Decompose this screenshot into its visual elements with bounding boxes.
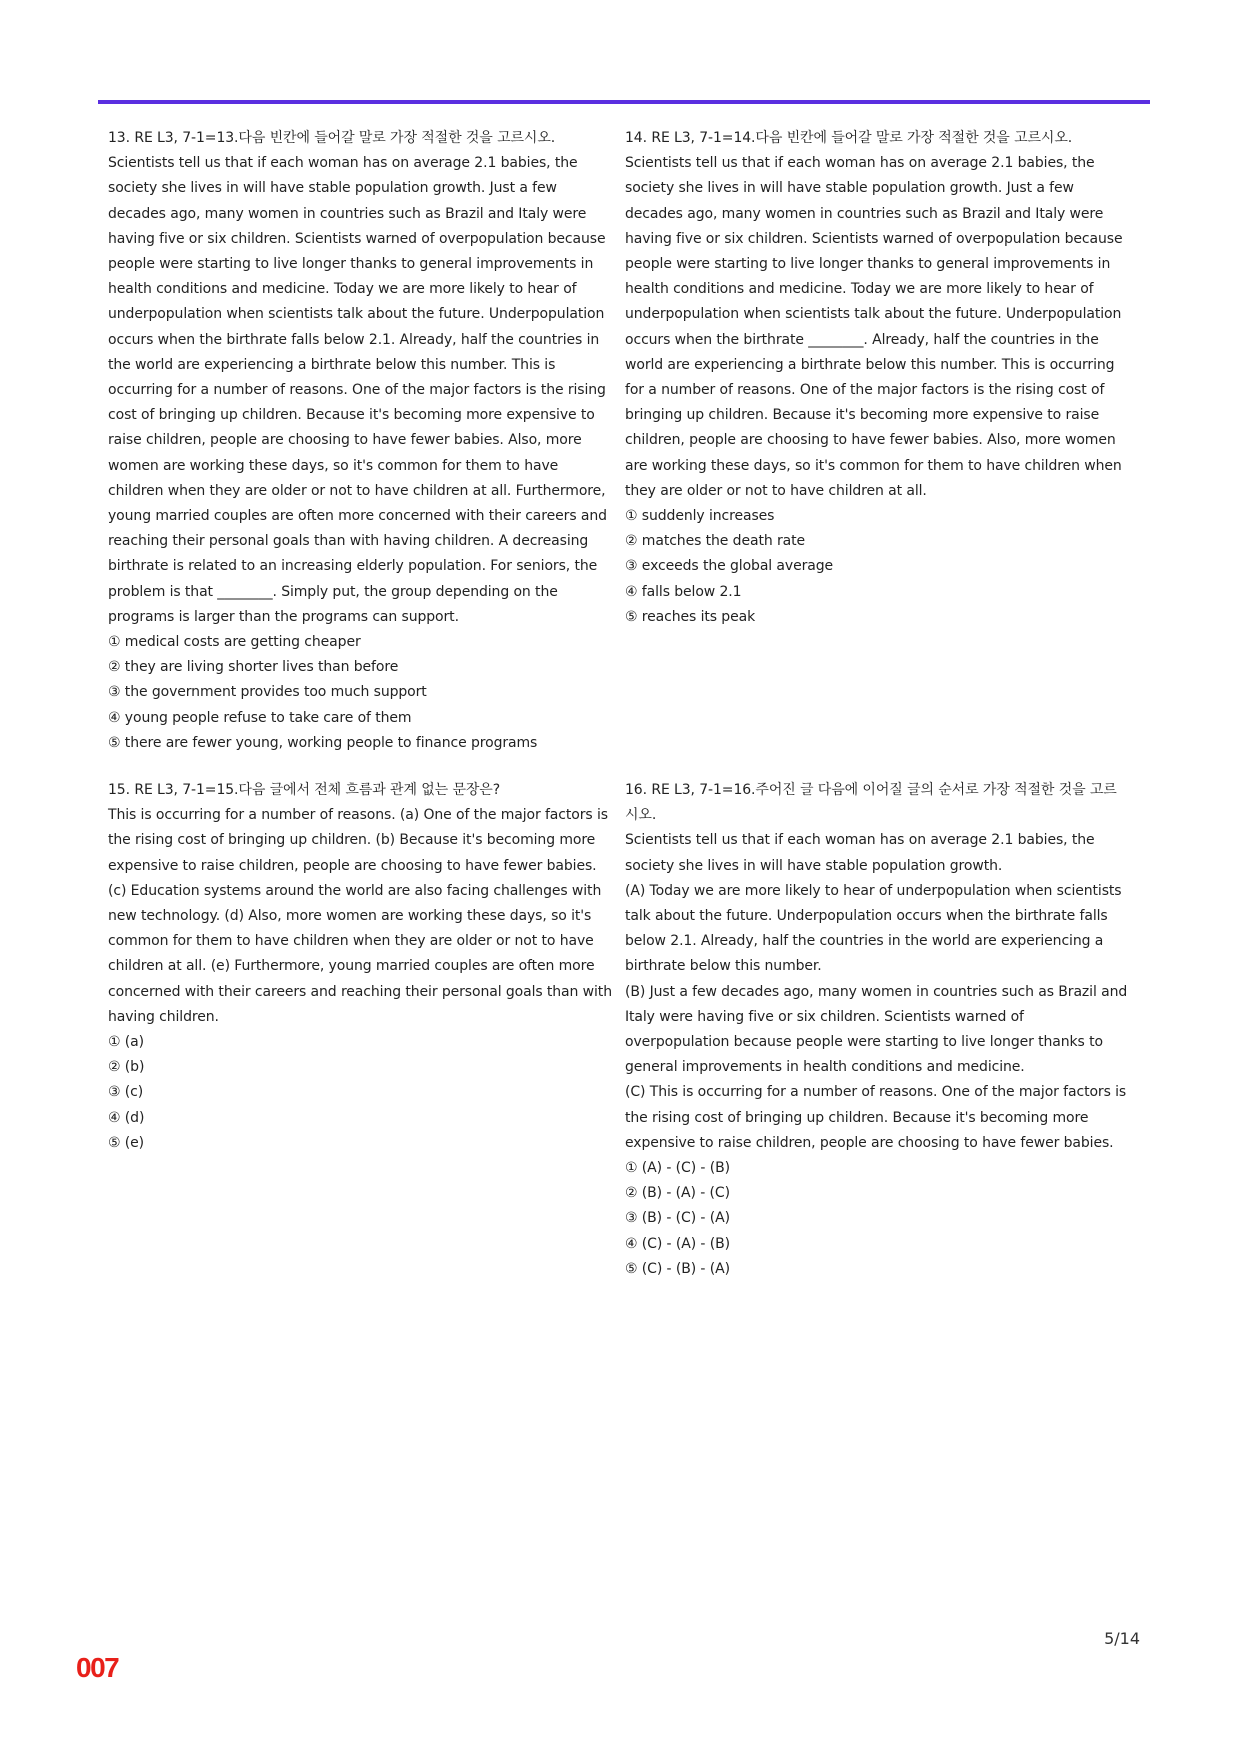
top-divider <box>98 100 1150 104</box>
passage-paragraph-a: (A) Today we are more likely to hear of underpopulation when scientists talk about the future. Underpopulation occurs when the birthrate falls below 2.1. Already, half the countries in the world are experiencing a birthrate below this number. <box>625 882 1122 975</box>
brand-logo: 007 <box>76 1652 119 1683</box>
question-14 <box>625 126 1130 630</box>
question-passage: Scientists tell us that if each woman has on average 2.1 babies, the society she lives in will have stable population growth. Just a few decades ago, many women in countries such as Brazil and Italy were having five or six children. Scientists warned of overpopulation because people were starting to live longer thanks to general improvements in health conditions and medicine. Today we are more likely to hear of underpopulation when scientists talk about the future. Underpopulation occurs when the birthrate falls below 2.1. Already, half the countries in the world are experiencing a birthrate below this number. This is occurring for a number of reasons. One of the major factors is the rising cost of bringing up children. Because it's becoming more expensive to raise children, people are choosing to have fewer babies. Also, more women are working these days, so it's common for them to have children when they are older or not to have children at all. Furthermore, young married couples are often more concerned with their careers and reaching their personal goals than with having children. A decreasing birthrate is related to an increasing elderly population. For seniors, the problem is that ________. Simply put, the group depending on the programs is larger than the programs can support. <box>108 155 607 625</box>
question-header: 15. RE L3, 7-1=15.다음 글에서 전체 흐름과 관계 없는 문장은? <box>108 782 501 798</box>
question-13 <box>108 126 613 756</box>
answer-choice-2[interactable]: ② (B) - (A) - (C) <box>625 1185 730 1202</box>
question-intro: Scientists tell us that if each woman has on average 2.1 babies, the society she lives in will have stable population growth. <box>625 832 1095 874</box>
question-passage: This is occurring for a number of reasons. (a) One of the major factors is the rising cost of bringing up children. (b) Because it's becoming more expensive to raise children, people are choosing to have fewer babies. (c) Education systems around the world are also facing challenges with new technology. (d) Also, more women are working these days, so it's common for them to have children when they are older or not to have children at all. (e) Furthermore, young married couples are often more concerned with their careers and reaching their personal goals than with having children. <box>108 807 612 1025</box>
answer-choices <box>625 504 1130 630</box>
answer-choice-3[interactable]: ③ (c) <box>108 1084 144 1101</box>
answer-choice-5[interactable]: ⑤ (C) - (B) - (A) <box>625 1260 730 1277</box>
answer-choices <box>108 630 613 756</box>
answer-choice-2[interactable]: ② they are living shorter lives than before <box>108 659 399 676</box>
question-passage: Scientists tell us that if each woman has on average 2.1 babies, the society she lives in will have stable population growth. Just a few decades ago, many women in countries such as Brazil and Italy were having five or six children. Scientists warned of overpopulation because people were starting to live longer thanks to general improvements in health conditions and medicine. Today we are more likely to hear of underpopulation when scientists talk about the future. Underpopulation occurs when the birthrate ________. Already, half the countries in the world are experiencing a birthrate below this number. This is occurring for a number of reasons. One of the major factors is the rising cost of bringing up children. Because it's becoming more expensive to raise children, people are choosing to have fewer babies. Also, more women are working these days, so it's common for them to have children when they are older or not to have children at all. <box>625 155 1123 499</box>
question-15 <box>108 778 613 1156</box>
answer-choice-2[interactable]: ② (b) <box>108 1059 145 1076</box>
answer-choice-1[interactable]: ① (A) - (C) - (B) <box>625 1160 730 1177</box>
question-header: 14. RE L3, 7-1=14.다음 빈칸에 들어갈 말로 가장 적절한 것을 고르시오. <box>625 130 1073 146</box>
answer-choice-1[interactable]: ① (a) <box>108 1034 145 1051</box>
answer-choice-4[interactable]: ④ young people refuse to take care of them <box>108 709 412 726</box>
answer-choices <box>108 1030 613 1156</box>
question-16 <box>625 778 1130 1282</box>
answer-choices <box>625 1156 1130 1282</box>
answer-choice-1[interactable]: ① medical costs are getting cheaper <box>108 634 361 651</box>
answer-choice-3[interactable]: ③ (B) - (C) - (A) <box>625 1210 730 1227</box>
question-header: 13. RE L3, 7-1=13.다음 빈칸에 들어갈 말로 가장 적절한 것을 고르시오. <box>108 130 556 146</box>
answer-choice-5[interactable]: ⑤ there are fewer young, working people to finance programs <box>108 734 538 751</box>
page-number: 5/14 <box>1104 1629 1140 1648</box>
answer-choice-2[interactable]: ② matches the death rate <box>625 533 805 550</box>
answer-choice-4[interactable]: ④ falls below 2.1 <box>625 583 742 600</box>
answer-choice-3[interactable]: ③ the government provides too much support <box>108 684 427 701</box>
answer-choice-4[interactable]: ④ (d) <box>108 1109 145 1126</box>
passage-paragraph-c: (C) This is occurring for a number of reasons. One of the major factors is the rising cost of bringing up children. Because it's becoming more expensive to raise children, people are choosing to have fewer babies. <box>625 1084 1127 1151</box>
answer-choice-5[interactable]: ⑤ (e) <box>108 1134 145 1151</box>
passage-paragraph-b: (B) Just a few decades ago, many women in countries such as Brazil and Italy were having five or six children. Scientists warned of overpopulation because people were starting to live longer thanks to general improvements in health conditions and medicine. <box>625 983 1128 1076</box>
answer-choice-4[interactable]: ④ (C) - (A) - (B) <box>625 1235 730 1252</box>
question-header: 16. RE L3, 7-1=16.주어진 글 다음에 이어질 글의 순서로 가장 적절한 것을 고르시오. <box>625 782 1117 824</box>
answer-choice-5[interactable]: ⑤ reaches its peak <box>625 608 756 625</box>
answer-choice-3[interactable]: ③ exceeds the global average <box>625 558 834 575</box>
answer-choice-1[interactable]: ① suddenly increases <box>625 508 775 525</box>
